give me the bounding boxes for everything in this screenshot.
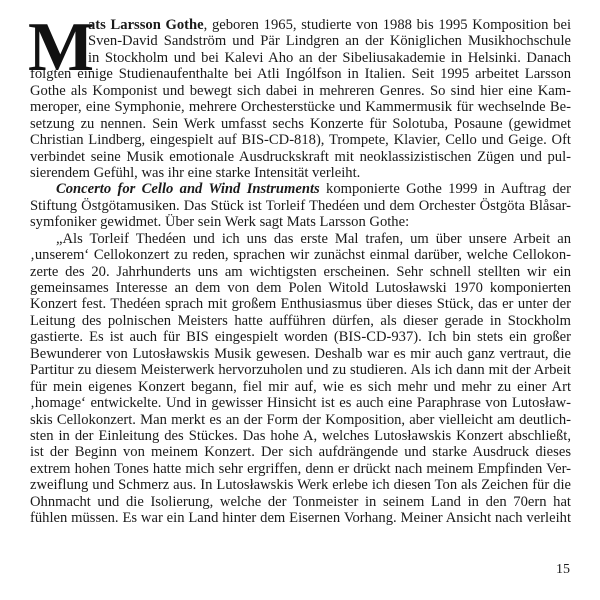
text-line: fühlen müssen. Es war ein Land hinter dem Eisernen Vorhang. Meiner Ansicht nach verleiht — [30, 510, 571, 527]
document-page — [28, 9, 572, 527]
text-line: setzung zu nennen. Sein Werk umfasst sechs Konzerte für Solotuba, Posaune (gewidmet — [30, 115, 571, 132]
text-line: skis Cellokonzert. Man merkt es an der Form der Komposition, aber vielleicht am deutlich- — [30, 411, 571, 428]
text-line: ‚unserem‘ Cellokonzert zu reden, sprachen wir zunächst einmal darüber, welche Cellokon- — [30, 247, 571, 264]
text-line: Concerto for Cello and Wind Instruments komponierte Gothe 1999 in Auftrag der — [56, 181, 571, 198]
text-line: ‚homage‘ entwickelte. Und in gewisser Hinsicht ist es auch eine Paraphrase von Lutosław- — [30, 395, 571, 412]
text-line: „Als Torleif Thedéen und ich uns das erste Mal trafen, um über unsere Arbeit an — [56, 230, 571, 247]
text-line: ist der Beginn von meinem Konzert. Der sich aufdrängende und starke Ausdruck dieses — [30, 444, 571, 461]
paragraph-concerto — [30, 181, 571, 230]
text-line: sierendem Gefühl, was ihr eine starke Intensität verleiht. — [30, 164, 361, 181]
text-line: Gothe als Komponist und bewegt sich dabei in mehreren Genres. So sind hier eine Kam- — [30, 82, 571, 99]
text-line: Partitur zu diesem Meisterwerk hervorzuholen und zu studieren. Als ich dann mit der Arbeit — [30, 362, 571, 379]
text-line: Ohnmacht und die Isolierung, welche der Tonmeister in seinem Land in den 70ern hat — [30, 493, 571, 510]
text-line: zweiflung und Schmerz aus. In Lutosławskis Werk erlebe ich diesen Ton als Zeichen für die — [30, 477, 571, 494]
text-line: symfoniker gewidmet. Über sein Werk sagt Mats Larsson Gothe: — [30, 214, 410, 231]
paragraph-quote — [30, 231, 571, 527]
text-line: Leitung des polnischen Meisters hatte aufführen dürfen, als dieser gerade in Stockholm — [30, 312, 571, 329]
text-line: extrem hohen Tones hatte mich sehr ergriffen, denn er drückt nach meinem Empfinden Ver- — [30, 460, 571, 477]
text-line: gemeinsames Interesse an dem von dem Polen Witold Lutosławski 1970 komponierten — [30, 280, 571, 296]
text-line: für mein eigenes Konzert begann, fiel mir auf, wie es sich mehr und mehr zu einer Art — [30, 378, 571, 395]
page-number: 15 — [556, 562, 570, 577]
text-line: Stiftung Östgötamusiken. Das Stück ist Torleif Thedéen und dem Orchester Östgöta Blåsar- — [30, 197, 571, 214]
text-line: ats Larsson Gothe, geboren 1965, studierte von 1988 bis 1995 Komposition bei — [88, 17, 572, 33]
text-line: verbindet seine Musik emotionale Ausdruckskraft mit neoklassizistischen Zügen und pul- — [30, 148, 571, 165]
text-line: in Stockholm und bei Kalevi Aho an der Sibeliusakademie in Helsinki. Danach — [88, 49, 571, 66]
text-line: gastierte. Es ist auch für BIS eingespielt worden (BIS-CD-937). Ich bin stets ein großer — [30, 329, 571, 346]
text-line: zerte des 20. Jahrhunderts uns am wichtigsten erscheinen. Sehr schnell stellten wir ein — [30, 263, 571, 280]
text-line: folgten einige Studienaufenthalte bei Atli Ingólfson in Italien. Seit 1995 arbeitet Larsson — [30, 66, 571, 83]
work-title: Concerto for Cello and Wind Instruments — [56, 181, 320, 198]
text-line: sten in der Einleitung des Stückes. Das hohe A, welches Lutosławskis Konzert abschließt, — [30, 427, 571, 444]
paragraph-biography — [28, 9, 572, 181]
drop-cap: M — [28, 9, 95, 86]
text-line: Sven-David Sandström und Pär Lindgren an der Königlichen Musikhochschule — [88, 33, 571, 50]
text-line: Konzert fest. Thedéen sprach mit großem Enthusiasmus über dieses Stück, das er unter der — [30, 296, 571, 313]
composer-name: ats Larsson Gothe — [88, 17, 204, 33]
text-line: meroper, eine Symphonie, mehrere Orchesterstücke und Kammermusik für wechselnde Be- — [30, 99, 571, 116]
text-line: Christian Lindberg, eingespielt auf BIS-CD-818), Trompete, Klavier, Cello und Geige. Oft — [30, 132, 571, 149]
text-line: Bewunderer von Lutosławskis Musik gewesen. Deshalb war es mir auch ganz vertraut, die — [30, 345, 571, 362]
